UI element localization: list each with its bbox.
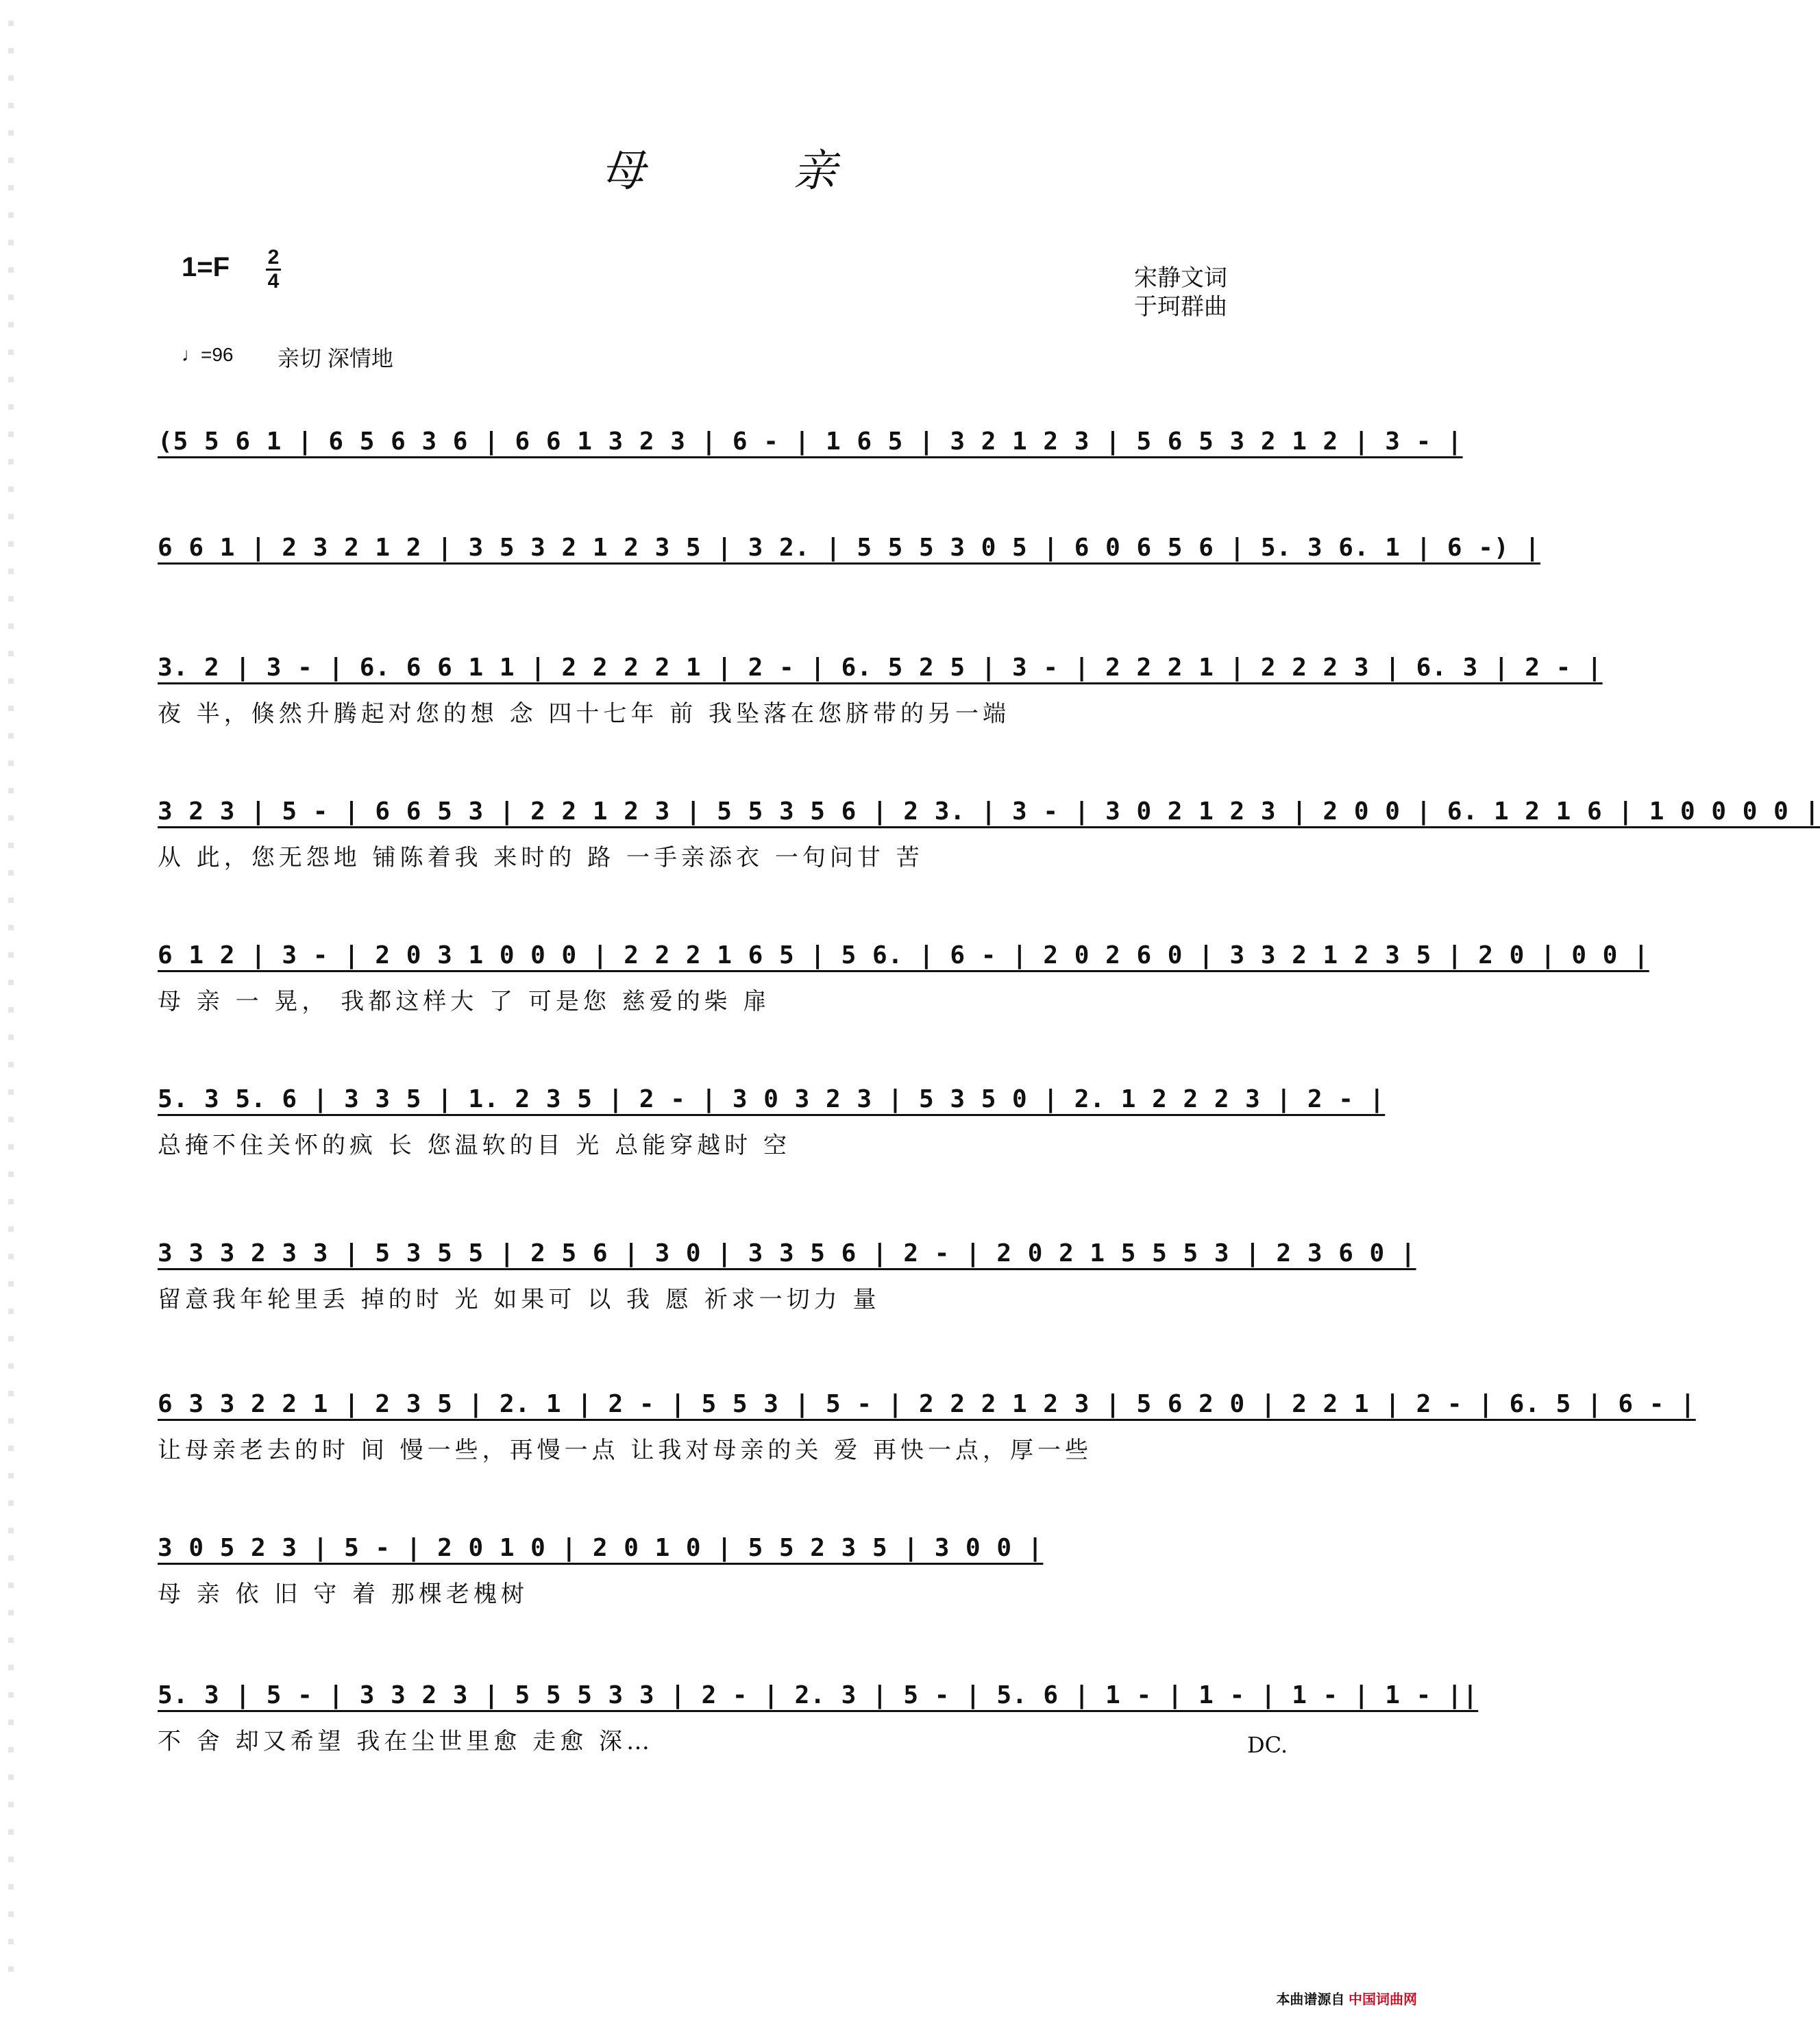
time-signature — [266, 248, 281, 291]
footer-brand: 中国词曲网 — [1349, 1992, 1417, 2007]
lyrics-line: 母 亲 依 旧 守 着 那棵老槐树 — [158, 1581, 528, 1608]
title-char-2: 亲 — [793, 146, 837, 197]
lyrics-line: 让母亲老去的时 间 慢一些，再慢一点 让我对母亲的关 爱 再快一点，厚一些 — [158, 1437, 1093, 1464]
lyrics-line: 从 此，您无怨地 铺陈着我 来时的 路 一手亲添衣 一句问甘 苦 — [158, 844, 924, 871]
lyrics-line: 留意我年轮里丢 掉的时 光 如果可 以 我 愿 祈求一切力 量 — [158, 1286, 881, 1313]
lyrics-line: 母 亲 一 晃， 我都这样大 了 可是您 慈爱的柴 扉 — [158, 988, 771, 1015]
lyrics-line: 总掩不住关怀的疯 长 您温软的目 光 总能穿越时 空 — [158, 1132, 791, 1159]
notation-line: 3 0 5 2 3 | 5 - | 2 0 1 0 | 2 0 1 0 | 5 5 2 3 5 | 3 0 0 | — [158, 1534, 1044, 1562]
notation-line: 5. 3 5. 6 | 3 3 5 | 1. 2 3 5 | 2 - | 3 0 3 2 3 | 5 3 5 0 | 2. 1 2 2 2 3 | 2 - | — [158, 1085, 1386, 1113]
notation-line: (5 5 6 1 | 6 5 6 3 6 | 6 6 1 3 2 3 | 6 - | 1 6 5 | 3 2 1 2 3 | 5 6 5 3 2 1 2 | 3 - | — [158, 428, 1463, 456]
footer-source — [1276, 1988, 1417, 2008]
meter-numerator: 2 — [267, 246, 280, 269]
page-edge-strip — [8, 21, 14, 1994]
tempo-marking: ♩=96 — [182, 344, 234, 365]
song-title — [0, 136, 1438, 199]
notation-line: 3. 2 | 3 - | 6. 6 6 1 1 | 2 2 2 2 1 | 2 - | 6. 5 2 5 | 3 - | 2 2 2 1 | 2 2 2 3 | 6. 3 | 2 - | — [158, 654, 1603, 682]
lyricist-credit: 宋静文词 — [1134, 264, 1227, 292]
key-signature: 1=F — [182, 252, 230, 282]
notation-line: 6 1 2 | 3 - | 2 0 3 1 0 0 0 | 2 2 2 1 6 5 | 5 6. | 6 - | 2 0 2 6 0 | 3 3 2 1 2 3 5 | 2 0 | 0 0 | — [158, 941, 1649, 969]
lyrics-line: 不 舍 却又希望 我在尘世里愈 走愈 深… — [158, 1728, 654, 1755]
notation-line: 6 3 3 2 2 1 | 2 3 5 | 2. 1 | 2 - | 5 5 3 | 5 - | 2 2 2 1 2 3 | 5 6 2 0 | 2 2 1 | 2 - | 6. 5 | 6 - | — [158, 1390, 1696, 1418]
title-char-1: 母 — [601, 146, 645, 197]
notation-line: 3 3 3 2 3 3 | 5 3 5 5 | 2 5 6 | 3 0 | 3 3 5 6 | 2 - | 2 0 2 1 5 5 5 3 | 2 3 6 0 | — [158, 1239, 1416, 1267]
composer-credit: 于珂群曲 — [1134, 293, 1227, 321]
notation-line: 5. 3 | 5 - | 3 3 2 3 | 5 5 5 3 3 | 2 - | 2. 3 | 5 - | 5. 6 | 1 - | 1 - | 1 - | 1 - || — [158, 1681, 1479, 1709]
notation-line: 6 6 1 | 2 3 2 1 2 | 3 5 3 2 1 2 3 5 | 3 2. | 5 5 5 3 0 5 | 6 0 6 5 6 | 5. 3 6. 1 | 6 -) | — [158, 534, 1540, 562]
notation-line: 3 2 3 | 5 - | 6 6 5 3 | 2 2 1 2 3 | 5 5 3 5 6 | 2 3. | 3 - | 3 0 2 1 2 3 | 2 0 0 | 6. 1 2 1 6 | 1 0 0 0 0 | — [158, 797, 1820, 826]
lyrics-line: 夜 半，倏然升腾起对您的想 念 四十七年 前 我坠落在您脐带的另一端 — [158, 700, 1011, 728]
meter-denominator: 4 — [267, 270, 280, 293]
dc-marking: DC. — [1247, 1732, 1288, 1758]
expression-marking: 亲切 深情地 — [278, 346, 393, 371]
footer-source-text: 本曲谱源自 — [1276, 1992, 1345, 2007]
